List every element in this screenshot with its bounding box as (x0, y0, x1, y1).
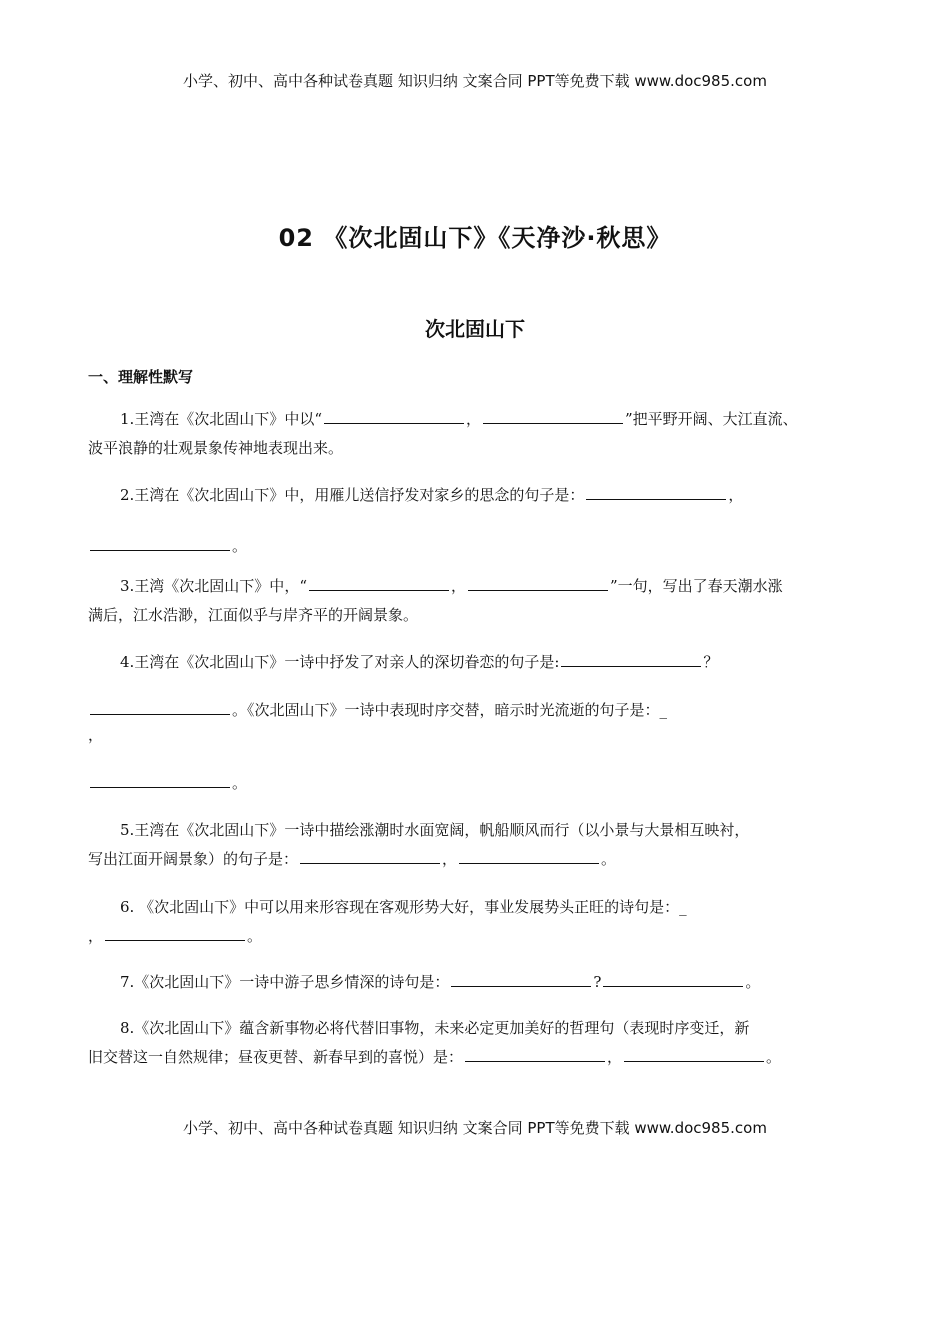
answer-blank[interactable] (90, 698, 230, 715)
answer-blank[interactable] (451, 970, 591, 987)
question-4: 4.王湾在《次北固山下》一诗中抒发了对亲人的深切眷恋的句子是: ？ 。《次北固山下》一诗中表现时序交替，暗示时光流逝的句子是：_ ， 。 (88, 648, 868, 798)
answer-blank[interactable] (603, 970, 743, 987)
answer-blank[interactable] (309, 574, 449, 591)
question-1: 1.王湾在《次北固山下》中以“ ， ”把平野开阔、大江直流、 波平浪静的壮观景象传神地表现出来。 (88, 405, 868, 463)
answer-blank[interactable] (586, 483, 726, 500)
answer-blank[interactable] (90, 534, 230, 551)
footer-banner: 小学、初中、高中各种试卷真题 知识归纳 文案合同 PPT等免费下载 www.doc985.com (183, 1119, 767, 1137)
answer-blank[interactable] (324, 407, 464, 424)
question-7: 7.《次北固山下》一诗中游子思乡情深的诗句是： ? 。 (88, 968, 868, 997)
page-title: 02 《次北固山下》《天净沙·秋思》 (278, 224, 672, 252)
answer-blank[interactable] (105, 924, 245, 941)
answer-blank[interactable] (465, 1045, 605, 1062)
header-banner: 小学、初中、高中各种试卷真题 知识归纳 文案合同 PPT等免费下载 www.doc985.com (183, 72, 767, 90)
answer-blank[interactable] (561, 650, 701, 667)
answer-blank[interactable] (624, 1045, 764, 1062)
answer-blank[interactable] (90, 771, 230, 788)
question-2: 2.王湾在《次北固山下》中，用雁儿送信抒发对家乡的思念的句子是： ， 。 (88, 481, 868, 561)
answer-blank[interactable] (468, 574, 608, 591)
section-heading: 一、理解性默写 (88, 368, 194, 386)
answer-blank[interactable] (459, 847, 599, 864)
question-6: 6. 《次北固山下》中可以用来形容现在客观形势大好，事业发展势头正旺的诗句是：_ ， 。 (88, 898, 687, 945)
question-8: 8.《次北固山下》蕴含新事物必将代替旧事物，未来必定更加美好的哲理句（表现时序变迁，新 旧交替这一自然规律；昼夜更替、新春早到的喜悦）是： ， 。 (88, 1019, 782, 1066)
answer-blank[interactable] (483, 407, 623, 424)
poem-title: 次北固山下 (425, 317, 525, 341)
answer-blank[interactable] (300, 847, 440, 864)
question-5: 5.王湾在《次北固山下》一诗中描绘涨潮时水面宽阔，帆船顺风而行（以小景与大景相互映衬， 写出江面开阔景象）的句子是： ， 。 (88, 821, 750, 868)
question-3: 3.王湾《次北固山下》中，“ ， ”一句，写出了春天潮水涨 满后，江水浩渺，江面似乎与岸齐平的开阔景象。 (88, 572, 868, 630)
